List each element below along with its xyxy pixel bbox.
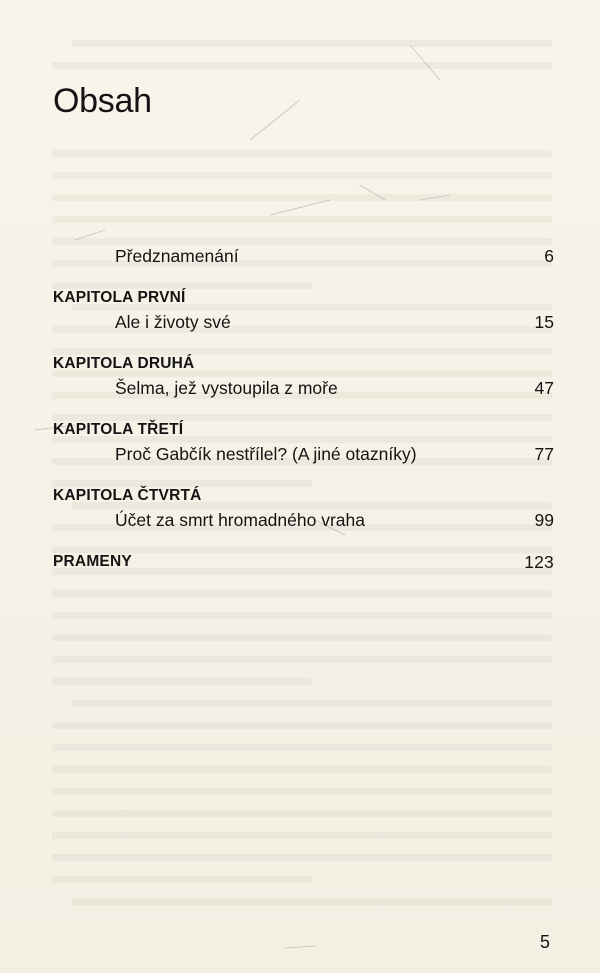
toc-entry-page: 47 [534,378,554,398]
toc-sources [53,550,554,574]
bleed-through-line [72,700,552,707]
toc-entry-title: Účet za smrt hromadného vraha [115,510,365,530]
bleed-through-line [52,634,552,641]
bleed-through-line [52,678,312,685]
bleed-through-line [52,876,312,883]
chapter-label: KAPITOLA ČTVRTÁ [53,487,202,504]
table-of-contents [53,244,554,574]
toc-entry-page: 6 [544,246,554,266]
toc-chapter-label-2 [53,352,554,376]
bleed-through-line [52,590,552,597]
chapter-label: KAPITOLA PRVNÍ [53,289,186,306]
toc-entry-page: 77 [534,444,554,464]
toc-entry-page: 123 [524,552,554,572]
bleed-through-line [52,172,552,179]
toc-entry-title: Předznamenání [115,246,239,266]
bleed-through-line [52,62,552,69]
toc-chapter-label-1 [53,286,554,310]
bleed-through-line [52,722,552,729]
sources-label: PRAMENY [53,553,132,570]
toc-entry-chapter-4 [53,508,554,532]
bleed-through-line [52,612,552,619]
toc-entry-chapter-1 [53,310,554,334]
bleed-through-line [52,766,552,773]
toc-entry-chapter-2 [53,376,554,400]
chapter-label: KAPITOLA DRUHÁ [53,355,195,372]
toc-chapter-label-4 [53,484,554,508]
bleed-through-line [52,744,552,751]
bleed-through-line [52,216,552,223]
toc-entry-intro [53,244,554,268]
toc-chapter-label-3 [53,418,554,442]
bleed-through-line [72,40,552,47]
toc-entry-title: Proč Gabčík nestřílel? (A jiné otazníky) [115,444,417,464]
toc-entry-chapter-3 [53,442,554,466]
toc-entry-title: Ale i životy své [115,312,231,332]
chapter-label: KAPITOLA TŘETÍ [53,421,184,438]
page-title: Obsah [53,82,152,120]
toc-entry-title: Šelma, jež vystoupila z moře [115,378,338,398]
toc-entry-page: 99 [534,510,554,530]
bleed-through-line [52,656,552,663]
bleed-through-line [52,194,552,201]
toc-entry-page: 15 [534,312,554,332]
bleed-through-line [52,788,552,795]
page-number: 5 [540,932,551,952]
bleed-through-line [52,832,552,839]
bleed-through-line [52,854,552,861]
bleed-through-line [52,150,552,157]
bleed-through-line [52,810,552,817]
bleed-through-line [72,898,552,905]
